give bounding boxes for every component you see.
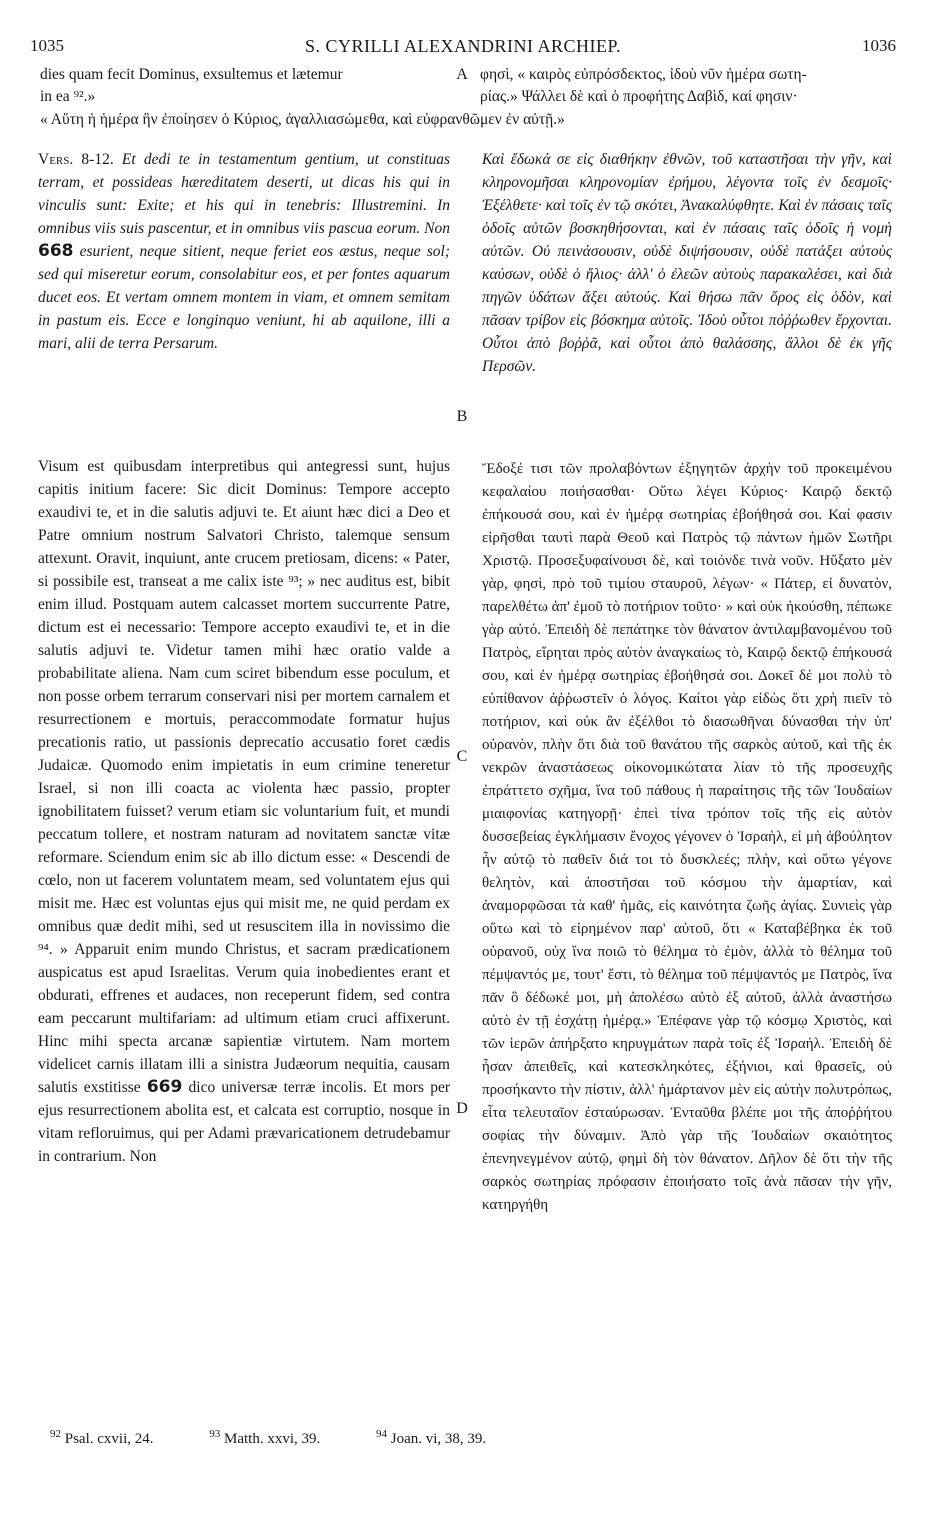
footnote-mark: 93 (209, 1428, 221, 1440)
footnote (209, 1428, 346, 1447)
margin-letter-a: A (456, 66, 468, 83)
footnote-text: Psal. cxvii, 24. (64, 1431, 154, 1447)
verse-reference: Vers. 8-12. (38, 151, 114, 168)
intro-latin-line-2: in ea ⁹².» (40, 88, 96, 105)
running-title: S. CYRILLI ALEXANDRINI ARCHIEP. (304, 36, 621, 56)
latin-verse-column (38, 148, 450, 408)
latin-verse-text-1: Et dedi te in testamentum gentium, ut constituas terram, et possideas hæreditatem deserti, ut dicas his qui in vinculis sunt: Exite; et his qui in tenebris: Illustremini. In omnibus viis suis pascentur, et in omnibus viis pascua eorum. Non (38, 151, 450, 237)
footnote (50, 1428, 180, 1447)
greek-commentary-column (482, 458, 892, 1408)
page-header (30, 36, 896, 58)
margin-letter-b: B (456, 408, 468, 425)
margin-letter-d: D (456, 1100, 468, 1117)
latin-commentary-text-1: Visum est quibusdam interpretibus qui antegressi sunt, hujus capitis initium facere: Sic dicit Dominus: Tempore accepto exaudivi te, et in die salutis adjuvi te. Et aiunt hæc dici a Deo et Patre omnium nostrum Salvatori Christo, talemque sensum attexunt. Oravit, inquiunt, ante crucem pretiosam, dicens: « Pater, si possibile est, transeat a me calix iste ⁹³; » nec auditus est, bibit enim illud. Postquam autem calcasset mortem succurrente Patre, dictum est ei necessario: Tempore accepto exaudivi te, et in die salutis adjuvi te. Videtur tamen mihi hæc oratio valde a probabilitate aliena. Nam cum sciret bibendum esse poculum, et non posse orbem terrarum conservari nisi per mortem carnalem et resurrectionem e mortuis, peraccommodate formatur hujus precationis ratio, ut passionis deprecatio accusatio foret cædis Judaicæ. Quomodo enim impietatis in eum crimine teneretur Israel, si non illi coacta ac violenta hæc passio, propter ignobilitatem fuisset? verum etiam sic voluntarium fuit, et mundi peccatum tollere, et nostram naturam ad novitatem sanctæ vitæ reformare. Sciendum enim sic ab illo dictum esse: « Descendi de cœlo, non ut facerem voluntatem meam, sed voluntatem ejus qui misit me. Hæc est voluntas ejus qui misit me, ne quid perdam ex omnibus quæ dedit mihi, sed ut resuscitem illa in novissimo die ⁹⁴. » Apparuit enim mundo Christus, et sacram prædicationem auspicatus est apud Israelitas. Verum quia inobedientes erant et obdurati, effrenes et audaces, non receperunt fidem, sed contra eam peccarunt multifariam: ad ultimum etiam cruci affixerunt. Hinc mihi specta arcanæ sapientiæ virtutem. Nam mortem videlicet carnis illatam illi a sinistra Judæorum nequitia, causam salutis exstitisse (38, 458, 450, 1096)
intro-greek-line-2: ρίας.» Ψάλλει δὲ καὶ ὁ προφήτης Δαβὶδ, καί φησιν· (480, 88, 798, 105)
latin-verse-paragraph (38, 148, 450, 355)
migne-column-number: 669 (146, 1077, 183, 1097)
latin-commentary-text-2: dico universæ terræ incolis. Et mors per ejus resurrectionem abolita est, et calcata est corruptio, nosque in vitam refloruimus, qui per Adami prævaricationem detrudebamur in contrarium. Non (38, 1079, 450, 1165)
footnote (376, 1428, 512, 1447)
greek-verse-paragraph: Καὶ ἔδωκά σε εἰς διαθήκην ἐθνῶν, τοῦ καταστῆσαι τὴν γῆν, καὶ κληρονομῆσαι κληρονομίαν ἐρήμου, λέγοντα τοῖς ἐν δεσμοῖς· Ἐξέλθετε· καὶ τοῖς ἐν τῷ σκότει, Ἀνακαλύφθητε. Καὶ ἐν πάσαις ταῖς ὁδοῖς αὐτῶν βοσκηθήσονται, καὶ ἐν πάσαις ταῖς ὁδοῖς ἡ νομὴ αὐτῶν. Οὐ πεινάσουσιν, οὐδὲ διψήσουσιν, οὐδὲ πατάξει αὐτοὺς καύσων, οὐδὲ ὁ ἥλιος· ἀλλ' ὁ ἐλεῶν αὐτοὺς παρακαλέσει, καὶ διὰ πηγῶν ὑδάτων ἄξει αὐτούς. Καὶ θήσω πᾶν ὄρος εἰς ὁδὸν, καὶ πᾶσαν τρίβον εἰς βόσκημα αὐτοῖς. Ἰδοὺ οὗτοι πόῤῥωθεν ἔρχονται. Οὗτοι ἀπὸ βοῤῥᾶ, καὶ οὗτοι ἀπὸ θαλάσσης, ἄλλοι δὲ ἐκ γῆς Περσῶν. (482, 151, 892, 375)
intro-greek-full-line: « Αὕτη ἡ ἡμέρα ἣν ἐποίησεν ὁ Κύριος, ἀγαλλιασώμεθα, καὶ εὐφρανθῶμεν ἐν αὐτῇ.» (40, 111, 565, 128)
footnote-mark: 92 (50, 1428, 61, 1440)
intro-latin-line-1: dies quam fecit Dominus, exsultemus et lætemur (40, 66, 343, 83)
latin-commentary-paragraph (38, 455, 450, 1168)
page-number-right: 1036 (862, 36, 896, 55)
greek-verse-column (482, 148, 892, 453)
footnote-mark: 94 (376, 1428, 387, 1440)
latin-commentary-column (38, 455, 450, 1415)
footnote-text: Matth. xxvi, 39. (224, 1431, 321, 1447)
footnote-text: Joan. vi, 38, 39. (390, 1431, 487, 1447)
margin-letter-c: C (456, 748, 468, 765)
migne-column-number: 668 (38, 241, 74, 261)
greek-commentary-paragraph: Ἔδοξέ τισι τῶν προλαβόντων ἐξηγητῶν ἀρχὴν τοῦ προκειμένου κεφαλαίου ποιήσασθαι· Οὕτω λέγει Κύριος· Καιρῷ δεκτῷ ἐπήκουσά σου, καὶ ἐν ἡμέρᾳ σωτηρίας ἐβοήθησά σοι. Καί φασιν εἰρῆσθαι ταυτὶ παρὰ Θεοῦ καὶ Πατρὸς τῷ πάντων ἡμῶν Σωτῆρι Χριστῷ. Προσεξυφαίνουσι δὲ, καὶ τοιόνδε τινὰ νοῦν. Ηὔξατο μὲν γὰρ, φησὶ, πρὸ τοῦ τιμίου σταυροῦ, λέγων· « Πάτερ, εἰ δυνατὸν, παρελθέτω ἀπ' ἐμοῦ τὸ ποτήριον τοῦτο· » καὶ οὐκ ἠκούσθη, πέπωκε γὰρ αὐτό. Ἐπειδὴ δὲ πεπάτηκε τὸν θάνατον ἀντιλαμβανομένου τοῦ Πατρὸς, εἴρηται πρὸς αὐτὸν ἀναγκαίως τὸ, Καιρῷ δεκτῷ ἐπήκουσά σου, καὶ ἐν ἡμέρᾳ σωτηρίας ἐβοήθησά σοι. Δοκεῖ δέ μοι πολὺ τὸ εὐπίθανον ἀῤῥωστεῖν ὁ λόγος. Καίτοι γὰρ εἰδὼς ὅτι χρὴ πιεῖν τὸ ποτήριον, καὶ οὐκ ἂν ἐξέλθοι τὸ διασωθῆναι δύνασθαι τὴν ὑπ' οὐρανὸν, πλὴν ὅτι διὰ τοῦ θανάτου τῆς σαρκὸς αὐτοῦ, καὶ τῆς ἐκ νεκρῶν ἀναστάσεως οἰκονομικώτατα λίαν τὸ τῆς προσευχῆς ἐπράττετο σχῆμα, ἵνα τοῦ πάθους ἡ παραίτησις τῆς τῶν Ἰουδαίων μιαιφονίας κατηγορῇ· ἐπεὶ τίνα τρόπον τοῖς τῆς εἰς αὐτὸν δυσσεβείας ἐγκλήμασιν ἔνοχος γέγονεν ὁ Ἰσραὴλ, εἰ μὴ ἀβούλητον ἦν αὐτῷ τὸ παθεῖν διά τοι τὸ δυσκλεές; πλὴν, καὶ οὕτω γέγονε θελητὸν, καὶ ἀποστῆσαι τοῦ κόσμου τὴν ἁμαρτίαν, καὶ ἀναμορφῶσαι τὰ καθ' ἡμᾶς, εἰς καινότητα ζωῆς ἁγίας. Συνιεὶς γὰρ οὕτω καὶ τὸ εἰρημένον παρ' αὐτοῦ, ὅτι « Καταβέβηκα ἐκ τοῦ οὐρανοῦ, οὐχ ἵνα ποιῶ τὸ θέλημα τὸ ἐμὸν, ἀλλὰ τὸ θέλημα τοῦ πέμψαντός με, τουτ' ἔστι, τὸ θέλημα τοῦ πέμψαντός με Πατρὸς, ἵνα πᾶν ὃ δέδωκέ μοι, μὴ ἀπολέσω αὐτὸ ἐξ αὐτοῦ, ἀλλὰ ἀναστήσω αὐτὸ ἐν τῇ ἐσχάτῃ ἡμέρᾳ.» Ἐπέφανε γὰρ τῷ κόσμῳ Χριστὸς, καὶ τῶν ἱερῶν ἀπήρξατο κηρυγμάτων παρὰ τοῖς ἐξ Ἰσραήλ. Ἐπειδὴ δὲ ἦσαν ἀπειθεῖς, καὶ κατεσκληκότες, ἐξήνιοι, καὶ θρασεῖς, οὐ προσήκαντο τὴν πίστιν, ἀλλ' ἡμάρτανον μὲν εἰς αὐτὴν πολυτρόπως, εἶτα τελευταῖον ἐσταύρωσαν. Ἐνταῦθα βλέπε μοι τῆς ἀποῤῥήτου σοφίας τὴν δύναμιν. Ἀπὸ γὰρ τῆς Ἰουδαίων σκαιότητος ἐπενηνεγμένον αὐτῷ, φημὶ δὴ τὸν θάνατον. Δῆλον δὲ ὅτι τὴν τῆς σαρκὸς σωτηρίας πρόφασιν ἐποιήσατο τοῖς ἀνὰ πᾶσαν τὴν γῆν, κατηργήθη (482, 461, 892, 1213)
latin-verse-text-2: esurient, neque sitient, neque feriet eos æstus, neque sol; sed qui miseretur eorum, consolabitur eos, et per fontes aquarum ducet eos. Et vertam omnem montem in viam, et omnem semitam in pastum eis. Ecce e longinquo veniunt, hi ab aquilone, illi a mari, alii de terra Persarum. (38, 243, 450, 352)
intro-greek-line-1: φησὶ, « καιρὸς εὐπρόσδεκτος, ἰδοὺ νῦν ἡμέρα σωτη- (480, 66, 807, 83)
page-number-left: 1035 (30, 36, 64, 55)
footnotes (50, 1428, 870, 1456)
